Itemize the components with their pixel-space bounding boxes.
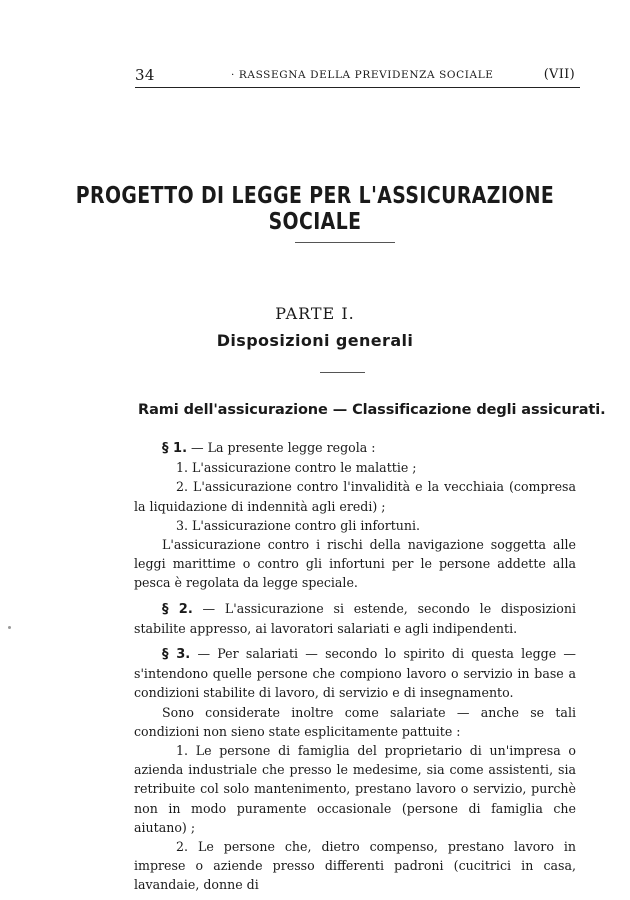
section-mark: (VII) bbox=[543, 67, 575, 82]
section-number: § 3. bbox=[162, 647, 191, 663]
list-item: 1. Le persone di famiglia del proprietario di un'impresa o azienda industriale che presso le medesime, sia come assistenti, sia retribuite col solo mantenimento, prestano lavoro o servizio, purchè non in modo puramente occasionale (persone di famiglia che aiutano) ; bbox=[134, 743, 576, 835]
paragraph: L'assicurazione contro i rischi della navigazione soggetta alle leggi marittime o contro gli infortuni per le persone addette alla pesca è regolata da legge speciale. bbox=[134, 537, 576, 591]
paragraph: § 1. — La presente legge regola : bbox=[162, 440, 376, 456]
part-title: Disposizioni generali bbox=[216, 331, 414, 350]
paragraph: § 3. — Per salariati — secondo lo spirito di questa legge — s'intendono quelle persone che compiono lavoro o servizio in base a condizioni stabilite di lavoro, di servizio e di insegnamento. bbox=[134, 646, 576, 701]
title-divider bbox=[295, 242, 395, 243]
list-item: 3. L'assicurazione contro gli infortuni. bbox=[176, 517, 421, 533]
running-title: · RASSEGNA DELLA PREVIDENZA SOCIALE bbox=[231, 69, 494, 81]
paragraph: § 2. — L'assicurazione si estende, secondo le disposizioni stabilite appresso, ai lavoratori salariati e agli indipendenti. bbox=[134, 600, 576, 636]
document-title: PROGETTO DI LEGGE PER L'ASSICURAZIONE SOCIALE bbox=[75, 183, 555, 235]
paragraph: Sono considerate inoltre come salariate — anche se tali condizioni non sieno state esplicitamente pattuite : bbox=[134, 704, 576, 739]
running-header bbox=[135, 66, 575, 86]
body-text bbox=[134, 438, 576, 895]
list-item: 2. Le persone che, dietro compenso, prestano lavoro in imprese o aziende presso differenti padroni (cucitrici in casa, lavandaie, donne di bbox=[134, 839, 576, 893]
section-number: § 1. bbox=[162, 441, 188, 456]
page-number: 34 bbox=[135, 66, 155, 84]
section-heading: Rami dell'assicurazione — Classificazione degli assicurati. bbox=[138, 402, 606, 418]
part-divider bbox=[320, 372, 365, 373]
scan-speck bbox=[8, 626, 11, 629]
header-rule bbox=[135, 87, 580, 88]
list-item: 2. L'assicurazione contro l'invalidità e la vecchiaia (compresa la liquidazione di indennità agli eredi) ; bbox=[134, 479, 576, 514]
list-item: 1. L'assicurazione contro le malattie ; bbox=[176, 460, 417, 476]
section-number: § 2. bbox=[162, 601, 193, 617]
part-label: PARTE I. bbox=[275, 304, 355, 323]
